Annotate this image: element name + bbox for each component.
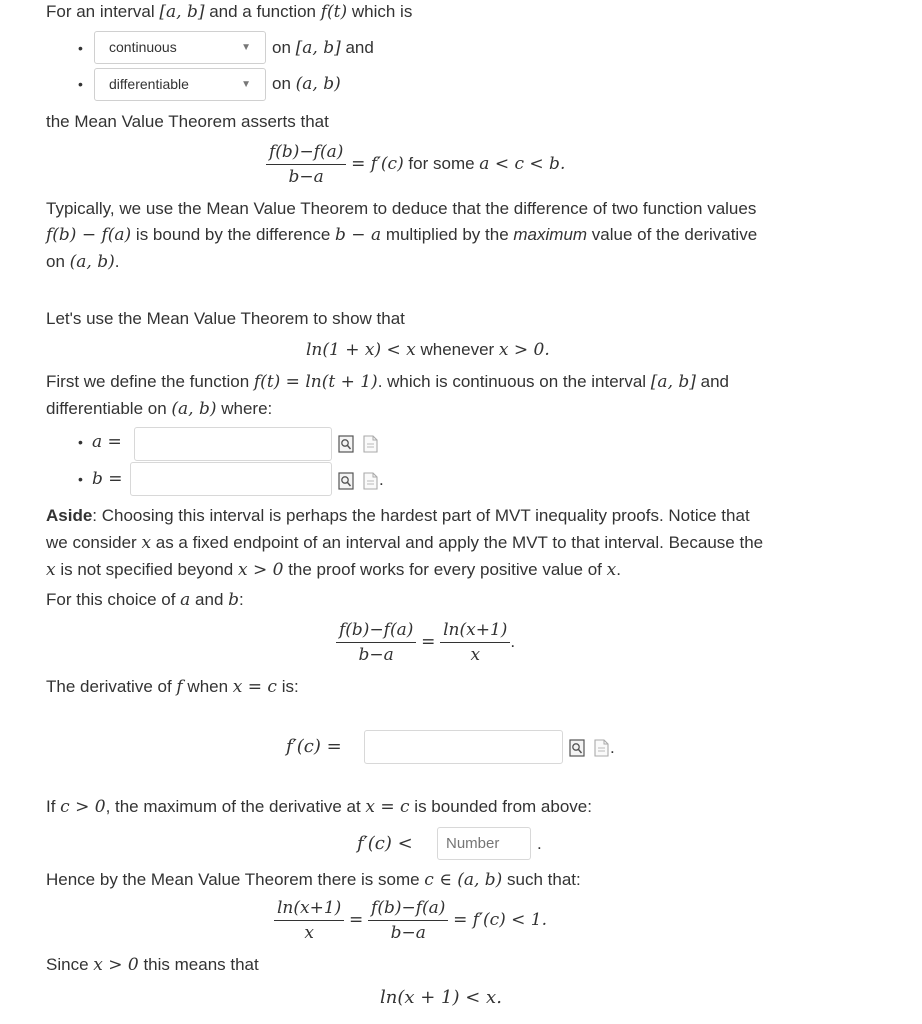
mvt-condition: a < c < b. xyxy=(479,153,566,174)
aside-text-2a: we consider xyxy=(46,533,142,552)
continuity-select[interactable] xyxy=(94,31,266,64)
since-text-a: Since xyxy=(46,955,94,974)
final-numerator-2: f(b)−f(a) xyxy=(368,898,448,921)
ratio-fraction-1 xyxy=(336,620,416,665)
differentiability-select-value: differentiable xyxy=(109,76,189,92)
intro-mid: and a function xyxy=(204,2,321,21)
since-text-b: this means that xyxy=(138,955,259,974)
fprime-input[interactable] xyxy=(364,730,563,764)
if-c-line xyxy=(46,797,592,817)
if-c-math: c > 0 xyxy=(60,797,106,817)
ratio-period: . xyxy=(510,631,516,651)
condition-2-text xyxy=(272,74,341,94)
typically-emphasis: maximum xyxy=(513,225,588,244)
mvt-fraction xyxy=(266,142,346,187)
preview-icon[interactable] xyxy=(569,739,585,757)
aside-x: x xyxy=(46,560,56,580)
aside-period: . xyxy=(616,560,621,579)
mvt-asserts-text: the Mean Value Theorem asserts that xyxy=(46,112,329,131)
bound-label: f′(c) < xyxy=(357,833,413,854)
define-text-a: First we define the function xyxy=(46,372,254,391)
typically-line-1: Typically, we use the Mean Value Theorem to deduce that the difference of two function values xyxy=(46,199,757,218)
claim-rhs: x > 0. xyxy=(498,340,550,360)
define-line2-interval: (a, b) xyxy=(171,399,217,419)
aside-text-1: : Choosing this interval is perhaps the hardest part of MVT inequality proofs. Notice that xyxy=(92,506,750,525)
bound-number-input[interactable] xyxy=(437,827,531,860)
derivative-text-c: is: xyxy=(276,677,299,696)
for-choice-b: b xyxy=(228,590,240,610)
hence-math: c ∈ (a, b) xyxy=(424,870,503,890)
if-c-math-2: x = c xyxy=(365,797,410,817)
typically-line-3 xyxy=(46,252,119,272)
aside-line-3 xyxy=(46,560,621,580)
define-line-2 xyxy=(46,399,272,419)
continuity-select-value: continuous xyxy=(109,39,177,55)
hence-text-a: Hence by the Mean Value Theorem there is some xyxy=(46,870,425,889)
hence-line xyxy=(46,870,581,890)
intro-func: f(t) xyxy=(320,2,348,22)
fprime-label: f′(c) = xyxy=(286,736,342,757)
derivative-math: x = c xyxy=(232,677,277,697)
aside-x: x xyxy=(606,560,617,580)
b-label: b = xyxy=(92,469,123,489)
bullet-icon: • xyxy=(78,40,83,56)
lets-use-text: Let's use the Mean Value Theorem to show that xyxy=(46,309,405,328)
bullet-icon: • xyxy=(78,471,83,487)
aside-line-2 xyxy=(46,533,763,553)
define-function: f(t) = ln(t + 1) xyxy=(253,372,378,392)
preview-icon[interactable] xyxy=(338,435,354,453)
if-c-text-a: If xyxy=(46,797,61,816)
intro-line xyxy=(46,2,412,22)
condition-2-on: on xyxy=(272,74,296,93)
ratio-formula xyxy=(336,620,515,665)
mvt-numerator: f(b)−f(a) xyxy=(266,142,346,165)
since-math: x > 0 xyxy=(93,955,139,975)
b-input[interactable] xyxy=(130,462,332,496)
aside-text-3a: is not specified beyond xyxy=(55,560,238,579)
condition-1-on: on xyxy=(272,38,296,57)
ratio-fraction-2 xyxy=(440,620,510,665)
aside-line-1 xyxy=(46,506,750,526)
claim xyxy=(306,340,550,360)
for-choice-text: For this choice of xyxy=(46,590,181,609)
aside-label: Aside xyxy=(46,506,93,525)
define-line2-text: differentiable on xyxy=(46,399,172,418)
hence-text-b: such that: xyxy=(502,870,581,889)
typically-math-2: b − a xyxy=(335,225,382,245)
condition-1-tail: and xyxy=(340,38,374,57)
for-choice-a: a xyxy=(180,590,191,610)
define-text-c: and xyxy=(695,372,729,391)
mvt-formula xyxy=(266,142,565,187)
ratio-numerator-1: f(b)−f(a) xyxy=(336,620,416,643)
final-equation xyxy=(274,898,547,943)
preview-icon[interactable] xyxy=(338,472,354,490)
mvt-denominator: b−a xyxy=(288,167,324,187)
differentiability-select[interactable] xyxy=(94,68,266,101)
typically-interval: (a, b) xyxy=(69,252,115,272)
final-denominator-1: x xyxy=(304,923,314,943)
typically-on: on xyxy=(46,252,70,271)
final-fraction-2 xyxy=(368,898,448,943)
final-fraction-1 xyxy=(274,898,344,943)
help-document-icon[interactable] xyxy=(593,739,609,757)
help-document-icon[interactable] xyxy=(362,435,378,453)
condition-1-interval: [a, b] xyxy=(295,38,341,58)
final-numerator-1: ln(x+1) xyxy=(274,898,344,921)
for-choice-line xyxy=(46,590,244,610)
a-input[interactable] xyxy=(134,427,332,461)
define-line2-where: where: xyxy=(216,399,273,418)
intro-prefix: For an interval xyxy=(46,2,160,21)
derivative-text-b: when xyxy=(182,677,233,696)
intro-interval: [a, b] xyxy=(159,2,205,22)
b-period: . xyxy=(379,470,384,489)
chevron-down-icon: ▼ xyxy=(241,42,251,53)
define-line-1 xyxy=(46,372,729,392)
a-label: a = xyxy=(92,432,122,452)
typically-math-1: f(b) − f(a) xyxy=(46,225,132,245)
mvt-equals: = f′(c) xyxy=(351,153,404,174)
typically-text-b: multiplied by the xyxy=(381,225,514,244)
derivative-text-a: The derivative of xyxy=(46,677,177,696)
help-document-icon[interactable] xyxy=(362,472,378,490)
final-denominator-2: b−a xyxy=(390,923,426,943)
aside-x: x xyxy=(141,533,152,553)
define-text-b: . which is continuous on the interval xyxy=(377,372,651,391)
derivative-f: f xyxy=(176,677,183,697)
ratio-denominator-2: x xyxy=(470,645,481,665)
bound-period: . xyxy=(537,834,542,853)
fprime-period: . xyxy=(610,738,615,757)
aside-text-3b: the proof works for every positive value of xyxy=(283,560,607,579)
conclusion: ln(x + 1) < x. xyxy=(380,987,502,1008)
aside-math: x > 0 xyxy=(238,560,284,580)
define-interval: [a, b] xyxy=(650,372,696,392)
typically-line-2 xyxy=(46,225,757,245)
if-c-text-c: is bounded from above: xyxy=(409,797,592,816)
for-choice-and: and xyxy=(190,590,229,609)
if-c-text-b: , the maximum of the derivative at xyxy=(105,797,366,816)
ratio-denominator-1: b−a xyxy=(358,645,394,665)
derivative-line xyxy=(46,677,299,697)
for-choice-colon: : xyxy=(239,590,244,609)
final-equals: = xyxy=(349,909,364,930)
ratio-equals: = xyxy=(421,631,436,652)
typically-text-c: value of the derivative xyxy=(587,225,758,244)
since-line xyxy=(46,955,259,975)
typically-text-a: is bound by the difference xyxy=(131,225,336,244)
ratio-numerator-2: ln(x+1) xyxy=(440,620,510,643)
intro-suffix: which is xyxy=(347,2,413,21)
bullet-icon: • xyxy=(78,434,83,450)
condition-2-interval: (a, b) xyxy=(295,74,341,94)
mvt-for-some: for some xyxy=(403,153,480,173)
condition-1-text xyxy=(272,38,374,58)
bullet-icon: • xyxy=(78,76,83,92)
final-tail: = f′(c) < 1. xyxy=(453,909,547,930)
typically-period: . xyxy=(114,252,120,271)
chevron-down-icon: ▼ xyxy=(241,79,251,90)
claim-mid: whenever xyxy=(415,340,499,359)
aside-text-2b: as a fixed endpoint of an interval and apply the MVT to that interval. Because the xyxy=(151,533,764,552)
claim-lhs: ln(1 + x) < x xyxy=(306,340,416,360)
